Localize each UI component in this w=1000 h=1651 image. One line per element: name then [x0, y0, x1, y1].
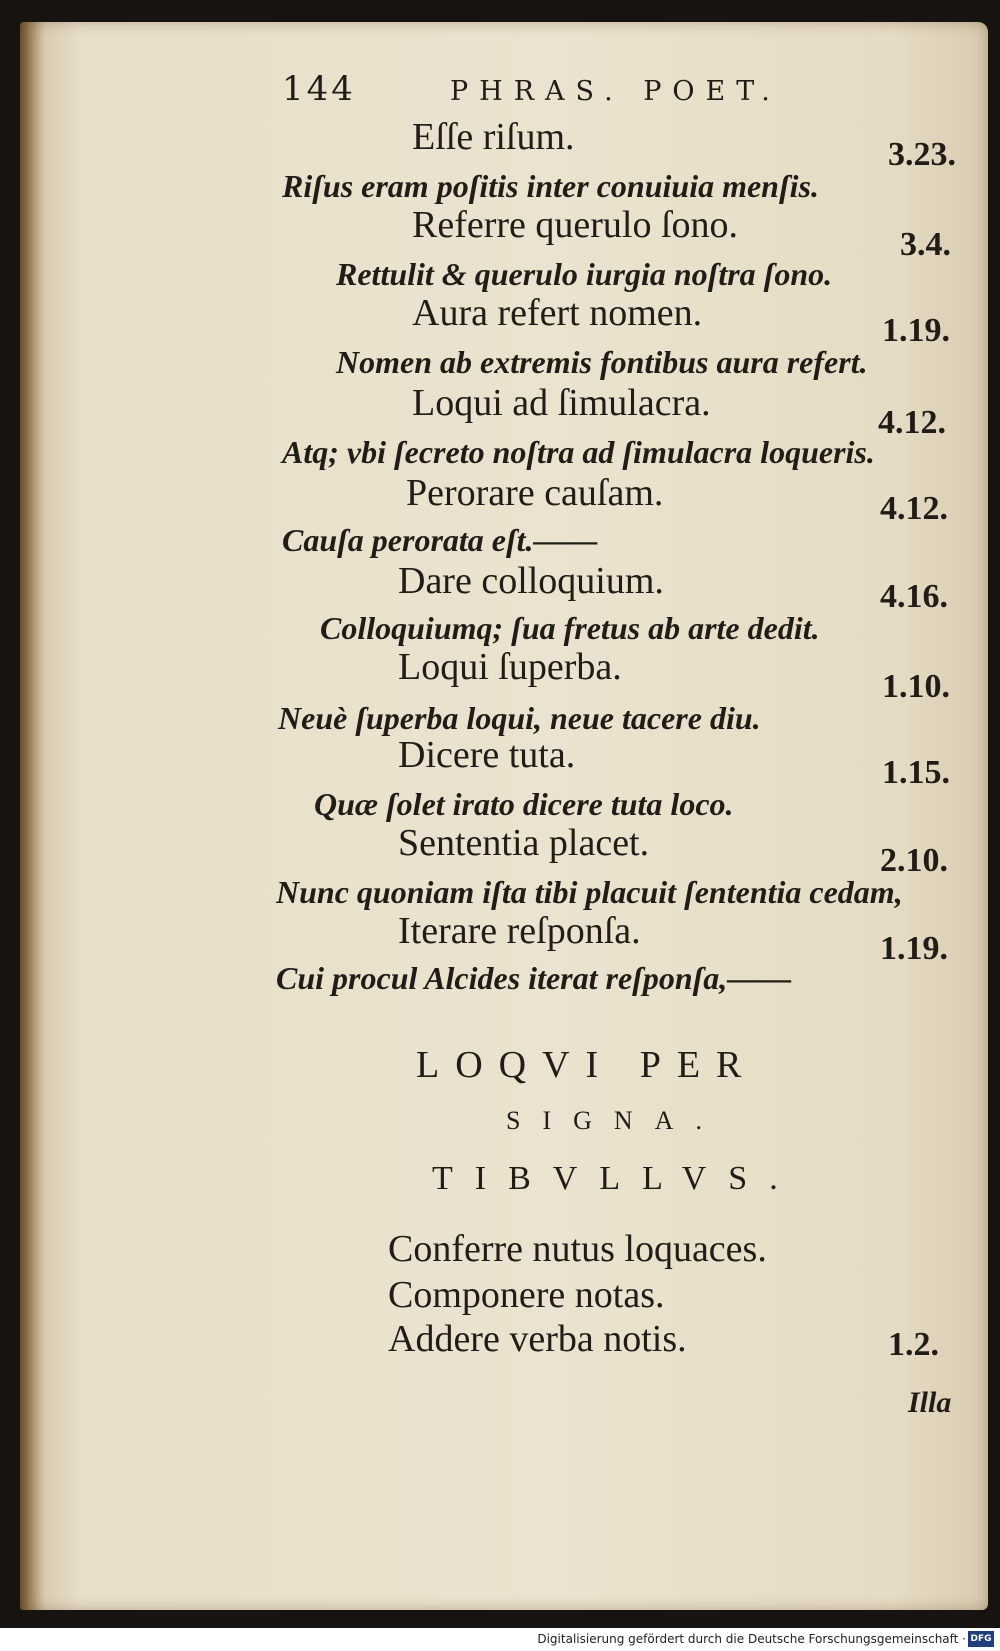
section-author: TIBVLLVS.: [432, 1160, 800, 1197]
entry-phrase: Aura refert nomen.: [412, 292, 703, 334]
catchword: Illa: [908, 1386, 952, 1419]
entry-phrase: Sententia placet.: [398, 822, 650, 864]
entry-quote: Neuè ſuperba loqui, neue tacere diu.: [278, 700, 761, 736]
section-line: Addere verba notis.: [388, 1318, 687, 1360]
section-subtitle: SIGNA.: [506, 1106, 724, 1135]
entry-phrase: Eſſe riſum.: [412, 116, 575, 158]
entry-quote: Colloquiumq; ſua fretus ab arte dedit.: [320, 610, 820, 646]
entry-ref: 1.19.: [880, 930, 948, 967]
entry-ref: 2.10.: [880, 842, 948, 879]
entry-phrase: Iterare reſponſa.: [398, 910, 641, 952]
entry-quote: Riſus eram poſitis inter conuiuia menſis.: [282, 168, 819, 204]
footer-bar: [0, 1628, 1000, 1651]
entry-ref: 4.12.: [880, 490, 948, 527]
entry-quote: Nunc quoniam iſta tibi placuit ſententia cedam,: [276, 874, 903, 910]
entry-phrase: Perorare cauſam.: [406, 472, 664, 514]
section-line: Componere notas.: [388, 1274, 665, 1316]
entry-quote: Nomen ab extremis fontibus aura refert.: [336, 344, 868, 380]
dfg-logo-icon: DFG: [968, 1631, 994, 1647]
entry-phrase: Dare colloquium.: [398, 560, 664, 602]
entry-phrase: Referre querulo ſono.: [412, 204, 739, 246]
entry-quote: Cauſa perorata eſt.——: [282, 522, 598, 558]
entry-quote: Cui procul Alcides iterat reſponſa,——: [276, 960, 792, 996]
entry-quote: Atq; vbi ſecreto noſtra ad ſimulacra loqueris.: [282, 434, 875, 470]
entry-ref: 3.4.: [900, 226, 951, 263]
running-title: PHRAS. POET.: [450, 76, 781, 107]
page-number: 144: [282, 69, 356, 109]
entry-ref: 4.12.: [878, 404, 946, 441]
section-line: Conferre nutus loquaces.: [388, 1228, 767, 1270]
footer-credit: Digitalisierung gefördert durch die Deutsche Forschungsgemeinschaft ·: [537, 1632, 966, 1646]
section-title: LOQVI PER: [416, 1044, 758, 1086]
entry-phrase: Loqui ſuperba.: [398, 646, 622, 688]
entry-phrase: Dicere tuta.: [398, 734, 576, 776]
entry-quote: Quæ ſolet irato dicere tuta loco.: [314, 786, 734, 822]
entry-quote: Rettulit & querulo iurgia noſtra ſono.: [336, 256, 833, 292]
section-ref: 1.2.: [888, 1326, 939, 1363]
entry-ref: 3.23.: [888, 136, 956, 173]
entry-ref: 1.19.: [882, 312, 950, 349]
entry-ref: 4.16.: [880, 578, 948, 615]
book-page: [20, 22, 988, 1610]
entry-phrase: Loqui ad ſimulacra.: [412, 382, 711, 424]
entry-ref: 1.10.: [882, 668, 950, 705]
entry-ref: 1.15.: [882, 754, 950, 791]
